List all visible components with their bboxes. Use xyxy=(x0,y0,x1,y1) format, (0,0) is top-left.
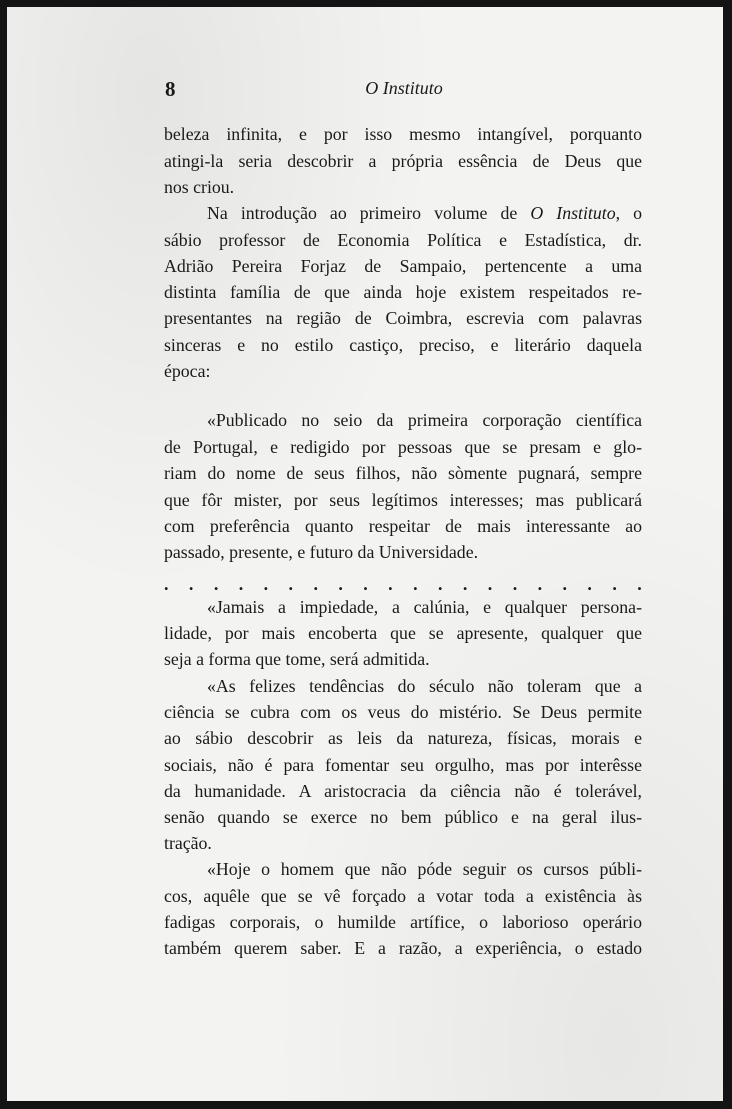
text-line: presentantes na região de Coimbra, escrevia com palavras xyxy=(164,308,642,328)
text-line: ao sábio descobrir as leis da natureza, físicas, morais e xyxy=(164,728,642,748)
ellipsis-separator xyxy=(164,574,642,594)
ellipsis-dot: . xyxy=(313,574,318,594)
text-line: «Hoje o homem que não póde seguir os cursos públi- xyxy=(207,859,642,879)
ellipsis-dot: . xyxy=(363,574,368,594)
text-line: também querem saber. E a razão, a experiência, o estado xyxy=(164,938,642,958)
ellipsis-dot: . xyxy=(164,574,169,594)
ellipsis-dot: . xyxy=(487,574,493,594)
text-line: riam do nome de seus filhos, não sòmente pugnará, sempre xyxy=(164,463,642,483)
ellipsis-dot: . xyxy=(637,574,642,594)
text-line: beleza infinita, e por isso mesmo intangível, porquanto xyxy=(164,124,642,144)
ellipsis-dot: . xyxy=(587,574,592,594)
page-number: 8 xyxy=(165,77,176,101)
text-line: da humanidade. A aristocracia da ciência não é tolerável, xyxy=(164,781,642,801)
journal-title: O Instituto xyxy=(530,203,616,223)
running-title: O Instituto xyxy=(365,78,443,98)
text-line: atingi-la seria descobrir a própria essência de Deus que xyxy=(164,151,642,171)
text-line: época: xyxy=(164,361,211,381)
text-line: passado, presente, e futuro da Universidade. xyxy=(164,542,479,562)
ellipsis-dot: . xyxy=(263,574,269,594)
text-line: cos, aquêle que se vê forçado a votar toda a existência às xyxy=(164,886,642,906)
text-line: com preferência quanto respeitar de mais interessante ao xyxy=(164,516,642,536)
ellipsis-dot: . xyxy=(388,574,393,594)
text-line: lidade, por mais encoberta que se apresente, qualquer que xyxy=(164,623,642,643)
ellipsis-dot: . xyxy=(338,574,343,594)
book-page xyxy=(7,7,723,1101)
ellipsis-dot: . xyxy=(213,574,219,594)
text-line: distinta família de que ainda hoje existem respeitados re- xyxy=(164,282,642,302)
ellipsis-dot: . xyxy=(288,574,294,594)
ellipsis-dot: . xyxy=(612,574,617,594)
ellipsis-dot: . xyxy=(562,574,567,594)
ellipsis-dot: . xyxy=(238,574,244,594)
text-line: sábio professor de Economia Política e Estadística, dr. xyxy=(164,230,642,250)
text-line: de Portugal, e redigido por pessoas que se presam e glo- xyxy=(164,437,642,457)
text-line: «Publicado no seio da primeira corporação científica xyxy=(207,410,642,430)
ellipsis-dot: . xyxy=(437,574,443,594)
text-line: que fôr mister, por seus legítimos interesses; mas publicará xyxy=(164,490,642,510)
text-line: fadigas corporais, o humilde artífice, o laborioso operário xyxy=(164,912,642,932)
ellipsis-dot: . xyxy=(462,574,468,594)
text-line: Na introdução ao primeiro volume de O Instituto, o xyxy=(207,203,643,223)
page-header xyxy=(165,77,643,107)
text-line: nos criou. xyxy=(164,177,235,197)
ellipsis-dot: . xyxy=(512,574,518,594)
ellipsis-dot: . xyxy=(188,574,194,594)
text-line: sociais, não é para fomentar seu orgulho, mas por interêsse xyxy=(164,755,642,775)
text-line: «As felizes tendências do século não toleram que a xyxy=(207,676,642,696)
text-line: Adrião Pereira Forjaz de Sampaio, pertencente a uma xyxy=(164,256,642,276)
text-line: «Jamais a impiedade, a calúnia, e qualquer persona- xyxy=(207,597,642,617)
ellipsis-dot: . xyxy=(413,574,418,594)
text-line: sinceras e no estilo castiço, preciso, e literário daquela xyxy=(164,335,642,355)
text-line: ciência se cubra com os veus do mistério. Se Deus permite xyxy=(164,702,642,722)
text-line: seja a forma que tome, será admitida. xyxy=(164,649,430,669)
ellipsis-dot: . xyxy=(537,574,543,594)
text-line: tração. xyxy=(164,833,212,853)
text-line: senão quando se exerce no bem público e na geral ilus- xyxy=(164,807,642,827)
